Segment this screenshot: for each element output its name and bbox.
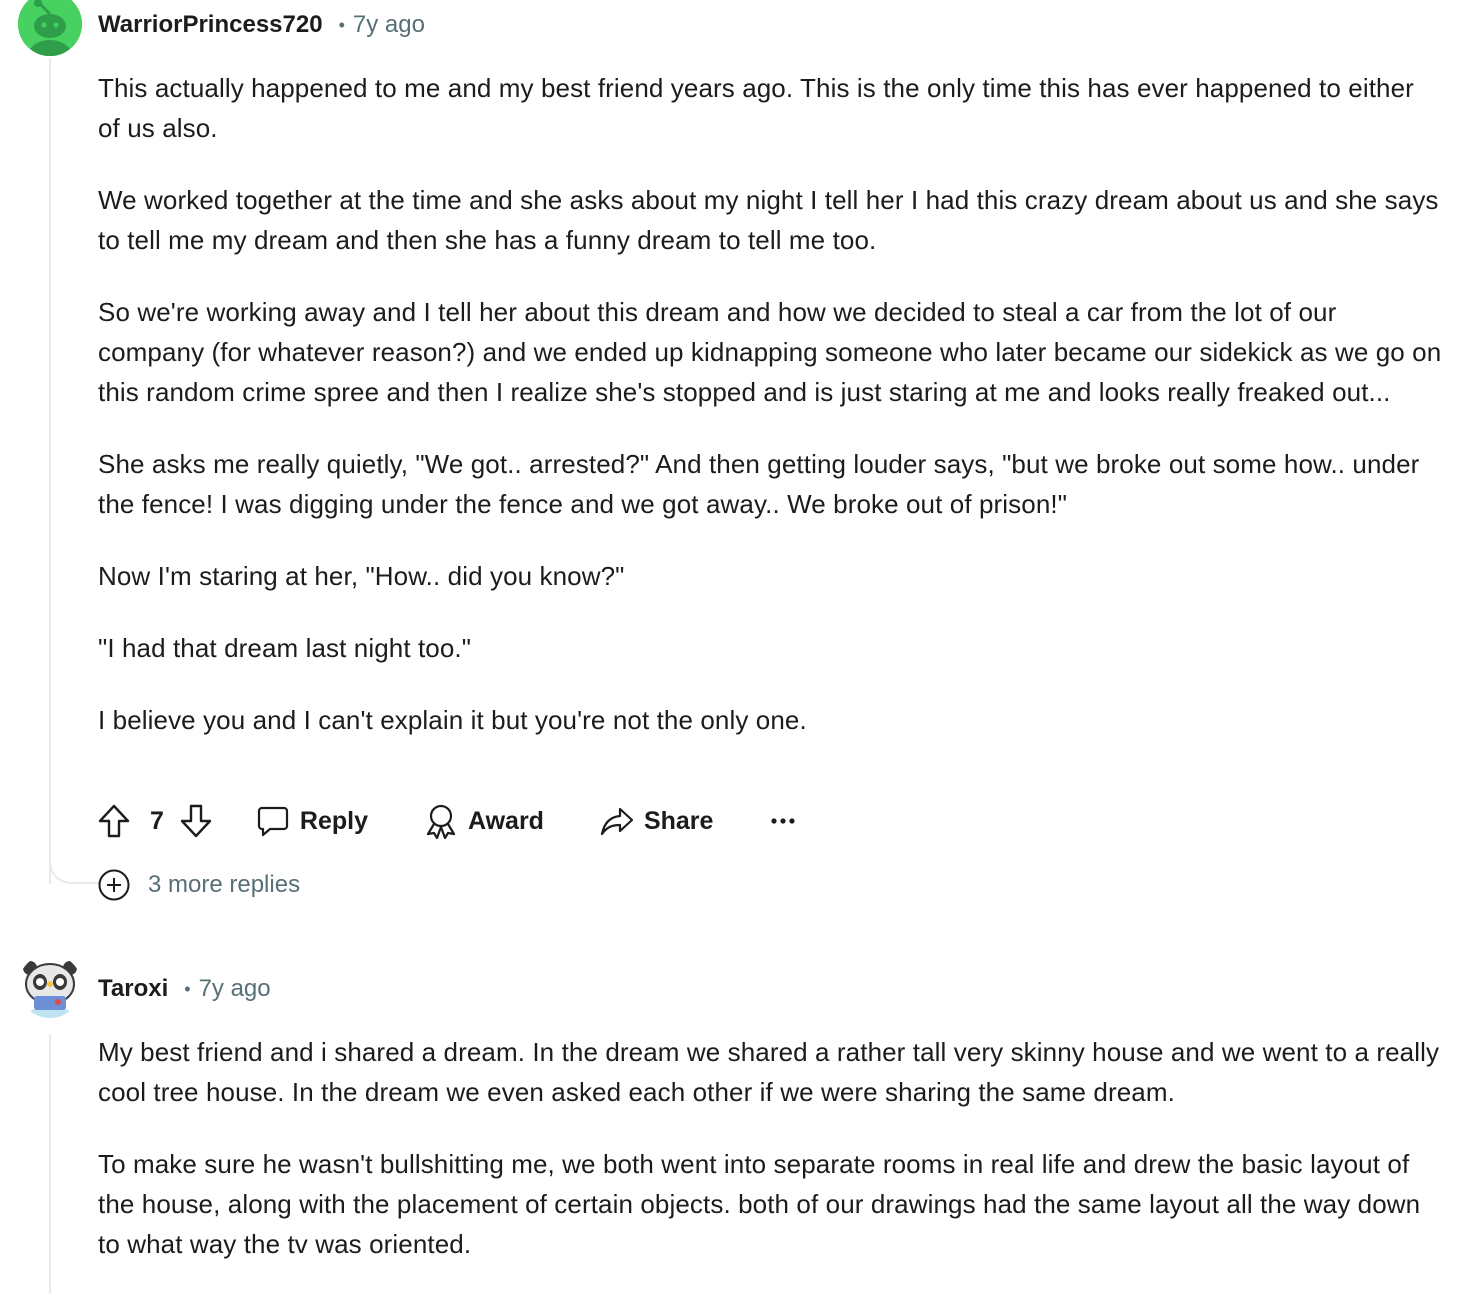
- thread-line[interactable]: [49, 58, 51, 884]
- separator-dot: •: [338, 14, 345, 35]
- upvote-button[interactable]: [98, 804, 130, 838]
- comment-paragraph: This actually happened to me and my best friend years ago. This is the only time this has ever happened to either of us also.: [98, 73, 1414, 143]
- more-options-icon: [771, 817, 795, 825]
- comment-actions: [98, 800, 795, 842]
- avatar[interactable]: [18, 954, 82, 1018]
- comment-paragraph: My best friend and i shared a dream. In the dream we shared a rather tall very skinny house and we went to a really cool tree house. In the dream we even asked each other if we were sharing the same dream.: [98, 1037, 1440, 1107]
- thread-line[interactable]: [49, 1034, 51, 1294]
- comment-paragraph: I believe you and I can't explain it but you're not the only one.: [98, 705, 807, 735]
- separator-dot: •: [184, 978, 191, 999]
- comment-paragraph: She asks me really quietly, "We got.. arrested?" And then getting louder says, "but we broke out some how.. under the fence! I was digging under the fence and we got away.. We broke out of prison!": [98, 449, 1420, 519]
- award-label: Award: [468, 806, 544, 835]
- comment-paragraph: We worked together at the time and she asks about my night I tell her I had this crazy dream about us and she says to tell me my dream and then she has a funny dream to tell me too.: [98, 185, 1439, 255]
- vote-count: 7: [150, 806, 164, 835]
- comment-paragraph: Now I'm staring at her, "How.. did you know?": [98, 561, 625, 591]
- more-replies-link[interactable]: [98, 868, 300, 902]
- downvote-button[interactable]: [180, 804, 212, 838]
- downvote-arrow-icon: [180, 804, 212, 838]
- expand-plus-icon: [98, 869, 130, 901]
- comment-bubble-icon: [256, 804, 290, 838]
- more-replies-label: 3 more replies: [148, 871, 301, 898]
- comment-paragraph: So we're working away and I tell her about this dream and how we decided to steal a car from the lot of our company (for whatever reason?) and we ended up kidnapping someone who later became our sidekick as we go on this random crime spree and then I realize she's stopped and is just staring at me and looks really freaked out...: [98, 297, 1442, 407]
- award-button[interactable]: [424, 803, 544, 839]
- reply-label: Reply: [299, 806, 368, 835]
- comment-meta: [98, 10, 425, 40]
- share-label: Share: [643, 806, 714, 835]
- share-arrow-icon: [600, 805, 634, 837]
- username[interactable]: Taroxi: [98, 975, 169, 1002]
- share-button[interactable]: [600, 805, 713, 837]
- avatar[interactable]: [18, 0, 82, 56]
- award-icon: [424, 803, 458, 839]
- upvote-arrow-icon: [98, 804, 130, 838]
- more-options-button[interactable]: [771, 817, 795, 825]
- panda-avatar-icon: [18, 954, 82, 1018]
- timestamp[interactable]: 7y ago: [352, 11, 425, 38]
- thread-connector: [49, 848, 99, 884]
- comment-paragraph: To make sure he wasn't bullshitting me, we both went into separate rooms in real life and drew the basic layout of the house, along with the placement of certain objects. both of our drawings had the same layout all the way down to what way the tv was oriented.: [98, 1149, 1421, 1259]
- comment-body: [98, 68, 1443, 772]
- username[interactable]: WarriorPrincess720: [98, 11, 323, 38]
- comment-meta: [98, 974, 271, 1004]
- comment-paragraph: "I had that dream last night too.": [98, 633, 472, 663]
- snoo-avatar-icon: [18, 0, 82, 56]
- timestamp[interactable]: 7y ago: [198, 975, 271, 1002]
- reply-button[interactable]: [256, 804, 368, 838]
- comment-body: [98, 1032, 1443, 1296]
